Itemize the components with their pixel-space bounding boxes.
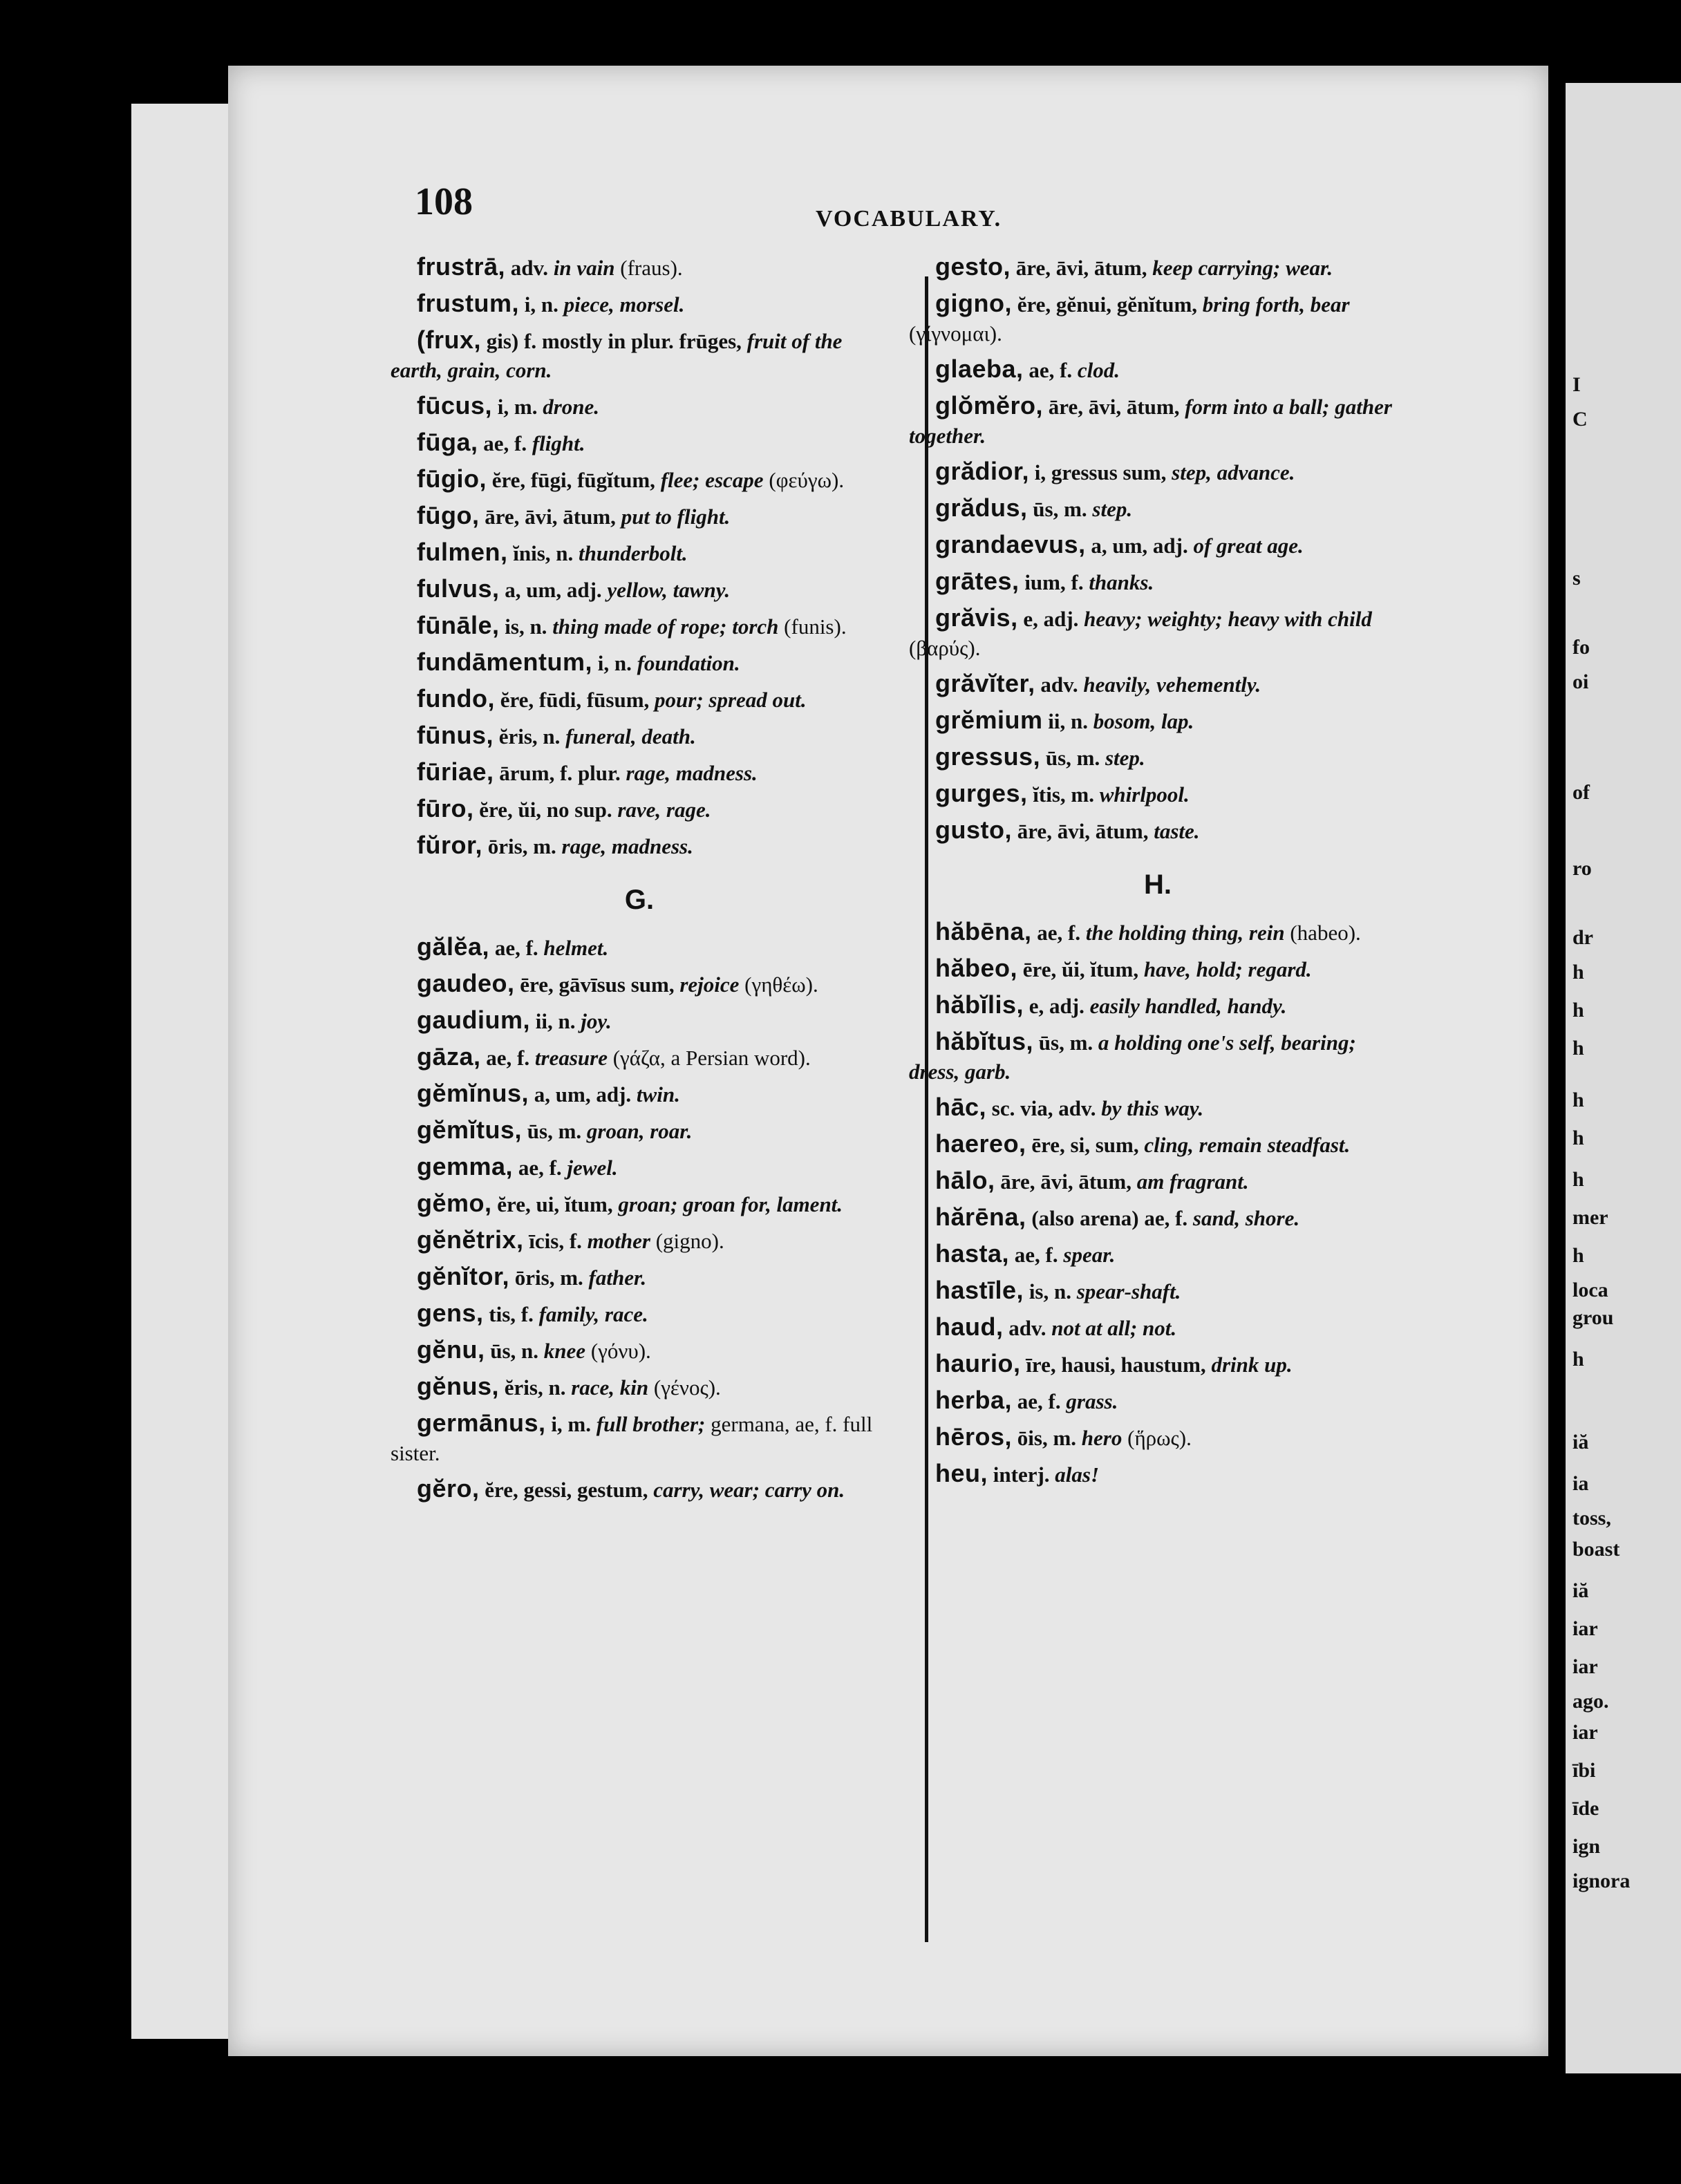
entry-grammar: e, adj. <box>1029 994 1084 1018</box>
vocab-entry <box>391 684 888 715</box>
entry-headword: (frux, <box>417 326 481 354</box>
entry-headword: gĕnĕtrix, <box>417 1225 524 1254</box>
vocab-entry <box>909 1422 1407 1453</box>
vocab-entry <box>909 669 1407 699</box>
vocab-entry <box>391 252 888 283</box>
vocab-entry <box>391 611 888 641</box>
entry-definition: yellow, tawny. <box>607 578 731 602</box>
vocab-entry <box>909 1093 1407 1123</box>
entry-headword: gĕnus, <box>417 1372 500 1400</box>
adjacent-page-text: h <box>1572 1127 1584 1149</box>
entry-definition: have, hold; regard. <box>1143 957 1312 981</box>
entry-definition: in vain <box>553 256 615 280</box>
entry-headword: hēros, <box>935 1422 1013 1451</box>
entry-headword: glaeba, <box>935 355 1024 383</box>
adjacent-page-text: iă <box>1572 1579 1589 1602</box>
entry-definition: family, race. <box>538 1302 648 1326</box>
entry-headword: gălĕa, <box>417 932 490 961</box>
entry-definition: piece, morsel. <box>563 292 685 317</box>
entry-etymology: (γίγνομαι). <box>909 321 1002 346</box>
vocab-entry <box>909 1349 1407 1380</box>
entry-definition: drink up. <box>1211 1353 1293 1377</box>
adjacent-page-text: I <box>1572 373 1581 396</box>
entry-grammar: gis) f. mostly in plur. frūges, <box>486 329 742 353</box>
entry-definition: step. <box>1092 497 1133 521</box>
entry-grammar: i, gressus sum, <box>1034 460 1167 484</box>
entry-definition: thanks. <box>1089 570 1154 594</box>
entry-headword: gesto, <box>935 252 1011 281</box>
adjacent-page-text: toss, <box>1572 1507 1611 1529</box>
vocab-entry <box>909 954 1407 984</box>
section-letter: H. <box>1144 869 1172 900</box>
entry-headword: haereo, <box>935 1129 1026 1158</box>
entry-definition: grass. <box>1066 1389 1118 1413</box>
entry-grammar: ae, f. <box>1014 1243 1058 1267</box>
entry-definition: knee <box>543 1339 586 1363</box>
vocab-entry <box>391 574 888 605</box>
entry-grammar: ĕre, ŭi, no sup. <box>479 798 612 822</box>
adjacent-page-text: ībi <box>1572 1759 1596 1782</box>
entry-grammar: is, n. <box>505 614 547 639</box>
vocab-entry <box>909 742 1407 773</box>
adjacent-page-text: ign <box>1572 1835 1601 1858</box>
entry-definition: keep carrying; wear. <box>1152 256 1333 280</box>
vocab-entry <box>391 1474 888 1505</box>
vocabulary-column-left <box>391 252 888 1511</box>
entry-grammar: ēre, gāvīsus sum, <box>520 972 675 997</box>
vocab-entry <box>391 501 888 531</box>
vocab-entry <box>391 1372 888 1402</box>
vocab-entry <box>909 493 1407 524</box>
entry-etymology: germana, ae, f. full sister. <box>391 1412 873 1465</box>
entry-headword: hăbĭlis, <box>935 990 1024 1019</box>
vocab-entry <box>909 990 1407 1021</box>
adjacent-page-text: s <box>1572 567 1581 590</box>
adjacent-page-text: C <box>1572 408 1588 431</box>
entry-headword: fūro, <box>417 794 474 822</box>
entry-grammar: i, n. <box>597 651 632 675</box>
running-head: VOCABULARY. <box>816 206 1002 232</box>
entry-grammar: ēre, si, sum, <box>1031 1133 1139 1157</box>
entry-grammar: ōis, m. <box>1017 1426 1077 1450</box>
adjacent-page-fragment <box>1566 83 1681 2073</box>
vocab-entry <box>391 794 888 825</box>
entry-grammar: āre, āvi, ātum, <box>1015 256 1147 280</box>
entry-headword: gāza, <box>417 1042 481 1071</box>
entry-grammar: ārum, f. plur. <box>499 761 621 785</box>
adjacent-page-text: ago. <box>1572 1690 1609 1713</box>
entry-headword: heu, <box>935 1459 988 1487</box>
entry-grammar: i, m. <box>497 395 538 419</box>
entry-headword: hăbeo, <box>935 954 1018 982</box>
entry-etymology: (γηθέω). <box>744 972 818 997</box>
adjacent-page-text: h <box>1572 1168 1584 1191</box>
entry-grammar: ūs, m. <box>527 1119 582 1143</box>
vocab-entry <box>391 1152 888 1183</box>
adjacent-page-text: ia <box>1572 1472 1589 1495</box>
entry-definition: heavily, vehemently. <box>1083 672 1261 697</box>
entry-headword: fūnus, <box>417 721 494 749</box>
adjacent-page-text: oi <box>1572 670 1589 693</box>
entry-definition: sand, shore. <box>1192 1206 1300 1230</box>
adjacent-page-text: ro <box>1572 857 1592 880</box>
entry-headword: hăbĭtus, <box>935 1027 1034 1055</box>
entry-grammar: a, um, adj. <box>534 1082 632 1107</box>
entry-grammar: āre, āvi, ātum, <box>1000 1169 1131 1194</box>
adjacent-page-text: h <box>1572 1244 1584 1267</box>
entry-definition: am fragrant. <box>1136 1169 1249 1194</box>
entry-definition: groan, roar. <box>586 1119 693 1143</box>
vocab-entry <box>909 1459 1407 1489</box>
entry-grammar: ūs, m. <box>1033 497 1087 521</box>
entry-headword: fūnāle, <box>417 611 500 639</box>
entry-headword: fūgio, <box>417 464 487 493</box>
entry-headword: gressus, <box>935 742 1041 771</box>
vocab-entry <box>909 1312 1407 1343</box>
vocab-entry <box>391 326 888 385</box>
entry-grammar: ii, n. <box>1048 709 1089 733</box>
entry-grammar: sc. via, adv. <box>991 1096 1096 1120</box>
entry-headword: hărēna, <box>935 1203 1026 1231</box>
adjacent-page-text: dr <box>1572 926 1593 949</box>
entry-grammar: īcis, f. <box>529 1229 582 1253</box>
entry-grammar: ae, f. <box>494 936 538 960</box>
vocab-entry <box>909 252 1407 283</box>
entry-grammar: ii, n. <box>535 1009 576 1033</box>
entry-definition: rave, rage. <box>617 798 711 822</box>
adjacent-page-text: h <box>1572 961 1584 983</box>
entry-etymology: (γόνυ). <box>590 1339 651 1363</box>
section-letter: G. <box>624 885 655 915</box>
entry-headword: gaudium, <box>417 1006 530 1034</box>
entry-grammar: adv. <box>1008 1316 1046 1340</box>
vocab-entry <box>909 567 1407 597</box>
entry-grammar: ium, f. <box>1024 570 1084 594</box>
entry-definition: jewel. <box>567 1156 618 1180</box>
vocab-entry <box>909 1276 1407 1306</box>
adjacent-page-text: iar <box>1572 1655 1598 1678</box>
page-edge-strip <box>131 104 235 2039</box>
vocab-entry <box>391 1189 888 1219</box>
entry-definition: thunderbolt. <box>579 541 688 565</box>
entry-headword: gĕnu, <box>417 1335 485 1364</box>
entry-grammar: ūs, m. <box>1038 1030 1093 1055</box>
entry-definition: step. <box>1105 746 1145 770</box>
entry-definition: rage, madness. <box>561 834 693 858</box>
vocab-entry <box>391 1335 888 1366</box>
entry-grammar: interj. <box>993 1462 1050 1487</box>
entry-definition: alas! <box>1055 1462 1100 1487</box>
adjacent-page-text: iă <box>1572 1431 1589 1453</box>
entry-definition: carry, wear; carry on. <box>653 1478 845 1502</box>
entry-definition: not at all; not. <box>1051 1316 1177 1340</box>
entry-definition: easily handled, handy. <box>1089 994 1287 1018</box>
vocab-entry <box>909 1239 1407 1270</box>
adjacent-page-text: h <box>1572 999 1584 1022</box>
entry-definition: a holding one's self, bearing; dress, garb. <box>909 1030 1356 1084</box>
entry-definition: pour; spread out. <box>655 688 807 712</box>
vocab-entry <box>909 917 1407 948</box>
entry-headword: haurio, <box>935 1349 1021 1377</box>
entry-headword: fūga, <box>417 428 478 456</box>
entry-grammar: ĭtis, m. <box>1033 782 1094 807</box>
entry-headword: grădior, <box>935 457 1030 485</box>
vocab-entry <box>391 289 888 319</box>
entry-etymology: (habeo). <box>1290 921 1361 945</box>
entry-definition: drone. <box>543 395 600 419</box>
adjacent-page-text: iar <box>1572 1617 1598 1640</box>
vocab-entry <box>909 1203 1407 1233</box>
entry-etymology: (γάζα, a Persian word). <box>612 1046 811 1070</box>
entry-definition: put to flight. <box>621 505 731 529</box>
vocab-entry <box>909 816 1407 846</box>
entry-definition: fruit of the earth, grain, corn. <box>391 329 843 382</box>
entry-etymology: (φεύγω). <box>769 468 845 492</box>
entry-definition: heavy; weighty; heavy with child <box>1084 607 1372 631</box>
entry-headword: gurges, <box>935 779 1028 807</box>
entry-grammar: tis, f. <box>489 1302 534 1326</box>
adjacent-page-text: boast <box>1572 1538 1620 1561</box>
entry-definition: spear-shaft. <box>1076 1279 1181 1303</box>
entry-definition: flee; escape <box>660 468 764 492</box>
entry-headword: grăvĭter, <box>935 669 1035 697</box>
entry-headword: hasta, <box>935 1239 1010 1268</box>
page-number: 108 <box>415 180 473 223</box>
vocab-entry <box>909 779 1407 809</box>
entry-definition: bring forth, bear <box>1202 292 1350 317</box>
entry-definition: of great age. <box>1193 534 1304 558</box>
vocab-entry <box>391 538 888 568</box>
entry-headword: gens, <box>417 1299 484 1327</box>
entry-grammar: ĕre, gessi, gestum, <box>485 1478 648 1502</box>
entry-grammar: adv. <box>510 256 549 280</box>
vocab-entry <box>391 932 888 963</box>
entry-grammar: a, um, adj. <box>1091 534 1188 558</box>
entry-headword: fŭror, <box>417 831 483 859</box>
adjacent-page-text: h <box>1572 1089 1584 1111</box>
entry-definition: the holding thing, rein <box>1085 921 1285 945</box>
entry-definition: by this way. <box>1101 1096 1204 1120</box>
vocab-entry <box>391 1006 888 1036</box>
entry-headword: fūcus, <box>417 391 493 420</box>
entry-headword: fulmen, <box>417 538 508 566</box>
entry-grammar: ĕre, fūdi, fūsum, <box>500 688 650 712</box>
entry-etymology: (ἥρως). <box>1127 1426 1192 1450</box>
entry-headword: gigno, <box>935 289 1012 317</box>
entry-grammar: īre, hausi, haustum, <box>1026 1353 1206 1377</box>
vocab-entry <box>391 721 888 751</box>
entry-grammar: ōris, m. <box>514 1265 583 1290</box>
vocab-entry <box>909 1166 1407 1196</box>
entry-definition: race, kin <box>571 1375 649 1400</box>
vocab-entry <box>391 1225 888 1256</box>
entry-etymology: (fraus). <box>620 256 683 280</box>
entry-headword: gusto, <box>935 816 1012 844</box>
entry-grammar: ĕre, gĕnui, gĕnĭtum, <box>1017 292 1198 317</box>
adjacent-page-text: grou <box>1572 1306 1614 1329</box>
entry-grammar: is, n. <box>1029 1279 1071 1303</box>
entry-headword: gĕro, <box>417 1474 480 1503</box>
entry-definition: step, advance. <box>1172 460 1295 484</box>
entry-headword: grandaevus, <box>935 530 1086 558</box>
entry-headword: gĕnĭtor, <box>417 1262 510 1290</box>
entry-headword: frustum, <box>417 289 519 317</box>
page-header <box>228 180 1548 242</box>
entry-grammar: āre, āvi, ātum, <box>1017 819 1149 843</box>
vocabulary-column-right <box>909 252 1407 1496</box>
entry-headword: gĕmĭnus, <box>417 1079 529 1107</box>
entry-headword: fundāmentum, <box>417 648 592 676</box>
entry-headword: fulvus, <box>417 574 500 603</box>
vocab-entry <box>391 1409 888 1468</box>
adjacent-page-text: h <box>1572 1037 1584 1060</box>
entry-definition: helmet. <box>543 936 609 960</box>
vocab-entry <box>391 757 888 788</box>
entry-headword: gaudeo, <box>417 969 515 997</box>
vocab-entry <box>391 391 888 422</box>
vocab-entry <box>391 1079 888 1109</box>
vocab-entry <box>909 1027 1407 1086</box>
entry-headword: glŏmĕro, <box>935 391 1044 420</box>
entry-headword: grăvis, <box>935 603 1018 632</box>
entry-definition: hero <box>1081 1426 1123 1450</box>
entry-definition: full brother; <box>596 1412 706 1436</box>
vocab-entry <box>391 428 888 458</box>
entry-grammar: a, um, adj. <box>505 578 602 602</box>
entry-grammar: ūs, n. <box>490 1339 539 1363</box>
entry-etymology: (βαρύς). <box>909 636 981 660</box>
entry-headword: frustrā, <box>417 252 506 281</box>
entry-grammar: ae, f. <box>486 1046 530 1070</box>
vocab-entry <box>909 706 1407 736</box>
entry-definition: taste. <box>1154 819 1200 843</box>
vocab-entry <box>391 1042 888 1073</box>
entry-grammar: āre, āvi, ātum, <box>485 505 616 529</box>
entry-definition: foundation. <box>637 651 740 675</box>
adjacent-page-text: loca <box>1572 1279 1608 1301</box>
entry-headword: hastīle, <box>935 1276 1024 1304</box>
adjacent-page-text: h <box>1572 1348 1584 1371</box>
entry-grammar: ae, f. <box>1029 358 1073 382</box>
entry-grammar: i, n. <box>524 292 558 317</box>
entry-grammar: ōris, m. <box>487 834 556 858</box>
entry-grammar: ae, f. <box>483 431 527 455</box>
entry-headword: fūgo, <box>417 501 480 529</box>
entry-headword: fundo, <box>417 684 495 713</box>
vocab-entry <box>391 831 888 861</box>
entry-definition: joy. <box>581 1009 612 1033</box>
entry-grammar: ēre, ŭi, ĭtum, <box>1022 957 1139 981</box>
entry-definition: clod. <box>1077 358 1120 382</box>
vocab-entry <box>391 1299 888 1329</box>
entry-definition: rage, madness. <box>626 761 758 785</box>
entry-definition: twin. <box>636 1082 680 1107</box>
vocab-entry <box>909 1129 1407 1160</box>
entry-grammar: ĕre, ui, ĭtum, <box>497 1192 613 1216</box>
entry-definition: father. <box>588 1265 647 1290</box>
entry-headword: fūriae, <box>417 757 494 786</box>
entry-headword: hāc, <box>935 1093 987 1121</box>
entry-headword: gĕmo, <box>417 1189 492 1217</box>
vocab-entry <box>909 1386 1407 1416</box>
entry-grammar: ae, f. <box>1017 1389 1061 1413</box>
adjacent-page-text: īde <box>1572 1797 1599 1820</box>
entry-definition: thing made of rope; torch <box>552 614 779 639</box>
adjacent-page-text: mer <box>1572 1206 1608 1229</box>
vocab-entry <box>909 530 1407 561</box>
entry-definition: flight. <box>532 431 585 455</box>
adjacent-page-text: iar <box>1572 1721 1598 1744</box>
entry-grammar: ĕris, n. <box>504 1375 566 1400</box>
entry-grammar: i, m. <box>551 1412 591 1436</box>
entry-headword: grădus, <box>935 493 1028 522</box>
entry-grammar: ae, f. <box>518 1156 562 1180</box>
vocab-entry <box>391 969 888 999</box>
entry-headword: hālo, <box>935 1166 995 1194</box>
entry-definition: groan; groan for, lament. <box>618 1192 843 1216</box>
entry-definition: mother <box>587 1229 650 1253</box>
entry-definition: form into a ball; gather together. <box>909 395 1392 448</box>
entry-grammar: (also arena) ae, f. <box>1031 1206 1188 1230</box>
entry-grammar: adv. <box>1040 672 1078 697</box>
entry-grammar: ĕre, fūgi, fūgĭtum, <box>491 468 655 492</box>
vocab-entry <box>391 1262 888 1292</box>
entry-etymology: (funis). <box>784 614 847 639</box>
entry-headword: grĕmium <box>935 706 1043 734</box>
vocab-entry <box>909 391 1407 451</box>
entry-grammar: ūs, m. <box>1045 746 1100 770</box>
vocab-entry <box>391 1115 888 1146</box>
entry-headword: haud, <box>935 1312 1004 1341</box>
vocab-entry <box>909 289 1407 348</box>
adjacent-page-text: fo <box>1572 636 1590 659</box>
entry-etymology: (γένος). <box>653 1375 721 1400</box>
entry-definition: cling, remain steadfast. <box>1144 1133 1351 1157</box>
entry-grammar: ae, f. <box>1037 921 1081 945</box>
entry-grammar: āre, āvi, ātum, <box>1048 395 1180 419</box>
entry-etymology: (gigno). <box>655 1229 724 1253</box>
vocab-entry <box>909 457 1407 487</box>
entry-headword: gemma, <box>417 1152 514 1180</box>
entry-headword: hăbēna, <box>935 917 1032 945</box>
entry-definition: treasure <box>534 1046 608 1070</box>
entry-definition: spear. <box>1063 1243 1116 1267</box>
entry-grammar: ĕris, n. <box>498 724 561 749</box>
entry-headword: grātes, <box>935 567 1020 595</box>
vocab-entry <box>909 603 1407 663</box>
vocab-entry <box>391 648 888 678</box>
adjacent-page-text: ignora <box>1572 1870 1631 1892</box>
entry-grammar: ĭnis, n. <box>513 541 574 565</box>
book-page <box>228 66 1548 2056</box>
entry-definition: whirlpool. <box>1099 782 1190 807</box>
entry-headword: gĕmĭtus, <box>417 1115 523 1144</box>
vocab-entry <box>391 464 888 495</box>
vocab-entry <box>909 355 1407 385</box>
entry-headword: herba, <box>935 1386 1013 1414</box>
adjacent-page-text: of <box>1572 781 1590 804</box>
entry-definition: bosom, lap. <box>1093 709 1194 733</box>
entry-definition: rejoice <box>679 972 740 997</box>
entry-definition: funeral, death. <box>565 724 696 749</box>
entry-grammar: e, adj. <box>1023 607 1079 631</box>
entry-headword: germānus, <box>417 1409 546 1437</box>
